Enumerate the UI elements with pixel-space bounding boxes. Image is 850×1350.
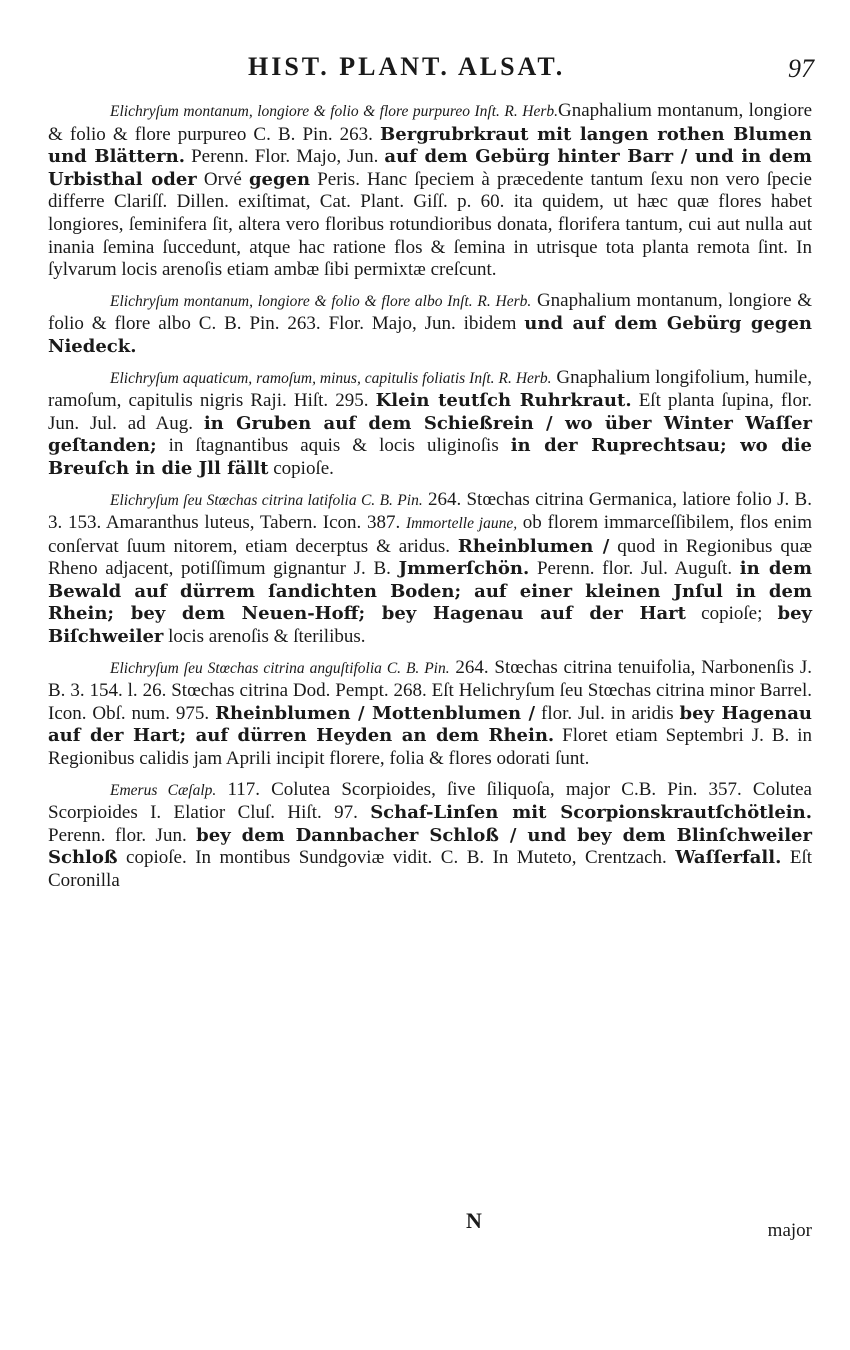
vernacular-text: Waſſerfall. (675, 847, 782, 869)
vernacular-text: Jmmerſchön. (398, 558, 530, 580)
latin-text: Orvé (196, 168, 249, 190)
latin-text: Floret etiam Septembri J. B. in Regionibus calidis jam Aprili incipit florere, folia & flores odorati ſunt. (48, 725, 813, 770)
entry-lead-name: Elichryſum montanum, longiore & folio & flore albo Inſt. R. Herb. (110, 292, 532, 310)
entry-lead-name: Elichryſum aquaticum, ramoſum, minus, capitulis foliatis Inſt. R. Herb. (110, 369, 552, 387)
vernacular-text: Rheinblumen / Mottenblumen / (215, 702, 536, 724)
vernacular-text: in der Ruprechtsau; wo die Breuſch in die Jll fällt (48, 435, 812, 479)
entry-lead-name: Elichryſum ſeu Stœchas citrina anguſtifolia C. B. Pin. (110, 659, 450, 677)
latin-text: Peris. Hanc ſpeciem à præcedente tantum ſexu non vero ſpecie differre Clariſſ. Dillen. exiſtimat, Cat. Plant. Giſſ. p. 60. ita quidem, ut hæc quæ flores habet longiores, ſeminifera ſit, altera vero floribus rotundioribus donata, florifera tantum, cui aut nulla aut inania ſemina ſuccedunt, atque hac ratione flos & ſemina in utrisque tota planta remota ſint. In ſylvarum locis arenoſis etiam ambæ ſibi permixtæ creſcunt. (48, 168, 812, 281)
latin-text: Gnaphalium longifolium, humile, ramoſum, capitulis nigris Raji. Hiſt. 295. (48, 366, 812, 412)
vernacular-text: Schaf-Linſen mit Scorpionskrautſchötlein. (370, 802, 812, 824)
latin-text: in ſtagnantibus aquis & locis uliginoſis (156, 435, 511, 457)
vernacular-text: bey Biſchweiler (48, 603, 812, 648)
latin-text: Eſt Coronilla (48, 847, 813, 891)
latin-text: copioſe. In montibus Sundgoviæ vidit. C. B. In Muteto, Crentzach. (117, 847, 676, 869)
entry-paragraph (48, 290, 812, 359)
latin-text: locis arenoſis & ſterilibus. (163, 626, 366, 648)
vernacular-text: in Gruben auf dem Schießrein / wo über Winter Waſſer geſtanden; (48, 412, 812, 457)
entry-paragraph (48, 779, 812, 893)
page-header (48, 52, 814, 88)
running-title: HIST. PLANT. ALSAT. (248, 52, 566, 81)
entry-lead-name: Elichryſum montanum, longiore & folio & flore purpureo Inſt. R. Herb. (110, 103, 558, 120)
latin-text: Eſt planta ſupina, flor. Jun. Jul. ad Aug. (48, 390, 812, 434)
entry-lead-name: Elichryſum ſeu Stœchas citrina latifolia C. B. Pin. (110, 491, 423, 509)
vernacular-text: bey dem Dannbacher Schloß / und bey dem Blinſchweiler Schloß (48, 824, 812, 869)
latin-text: 117. Colutea Scorpioides, ſive ſiliquoſa, major C.B. Pin. 357. Colutea Scorpioides I. Elatior Cluſ. Hiſt. 97. (48, 778, 812, 824)
vernacular-text: Bergrubrkraut mit langen rothen Blumen und Blättern. (48, 123, 812, 168)
vernacular-text: gegen (248, 168, 311, 190)
latin-text: Immortelle jaune, (405, 515, 518, 533)
latin-text: quod in Regionibus quæ Rheno adjacent, potiſſimum gignantur J. B. (48, 535, 813, 580)
catchword: major (767, 1220, 812, 1241)
vernacular-text: Rheinblumen / (457, 535, 610, 557)
latin-text: copioſe; (685, 603, 778, 625)
latin-text: 264. Stœchas citrina tenuifolia, Narbonenſis J. B. 3. 154. l. 26. Stœchas citrina Dod. Pempt. 268. Eſt Helichryſum ſeu Stœchas citrina minor Barrel. Icon. Obſ. num. 975. (48, 656, 812, 724)
vernacular-text: in dem Bewald auf dürrem ſandichten Boden; auf einer kleinen Jnſul in dem Rhein; bey dem Neuen-Hoff; bey Hagenau auf der Hart (48, 558, 812, 625)
vernacular-text: auf dem Gebürg hinter Barr / und in dem Urbisthal oder (48, 146, 812, 190)
latin-text: Perenn. flor. Jun. (48, 824, 197, 846)
entry-paragraph (48, 489, 812, 649)
latin-text: Perenn. flor. Jul. Auguſt. (529, 558, 740, 580)
vernacular-text: und auf dem Gebürg gegen Niedeck. (48, 313, 812, 357)
latin-text: ob florem immarceſſibilem, flos enim conſervat ſuum nitorem, etiam decerptus & aridus. (48, 512, 812, 557)
body-text (48, 100, 812, 893)
signature-mark: N (466, 1208, 482, 1233)
latin-text: flor. Jul. in aridis (535, 702, 680, 724)
latin-text: 264. Stœchas citrina Germanica, latiore folio J. B. 3. 153. Amaranthus luteus, Tabern. Icon. 387. (48, 488, 812, 534)
entry-lead-name: Emerus Cæſalp. (110, 781, 217, 799)
latin-text: Perenn. Flor. Majo, Jun. (185, 146, 385, 168)
page-number: 97 (788, 54, 814, 83)
vernacular-text: Klein teutſch Ruhrkraut. (375, 390, 632, 412)
entry-paragraph (48, 100, 812, 282)
entry-paragraph (48, 367, 812, 481)
latin-text: Gnaphalium montanum, longiore & folio & flore purpureo C. B. Pin. 263. (48, 100, 812, 145)
latin-text: Gnaphalium montanum, longiore & folio & flore albo C. B. Pin. 263. Flor. Majo, Jun. ibidem (48, 289, 812, 335)
entry-paragraph (48, 657, 812, 771)
vernacular-text: bey Hagenau auf der Hart; auf dürren Heyden an dem Rhein. (48, 702, 812, 747)
latin-text: copioſe. (268, 457, 334, 479)
